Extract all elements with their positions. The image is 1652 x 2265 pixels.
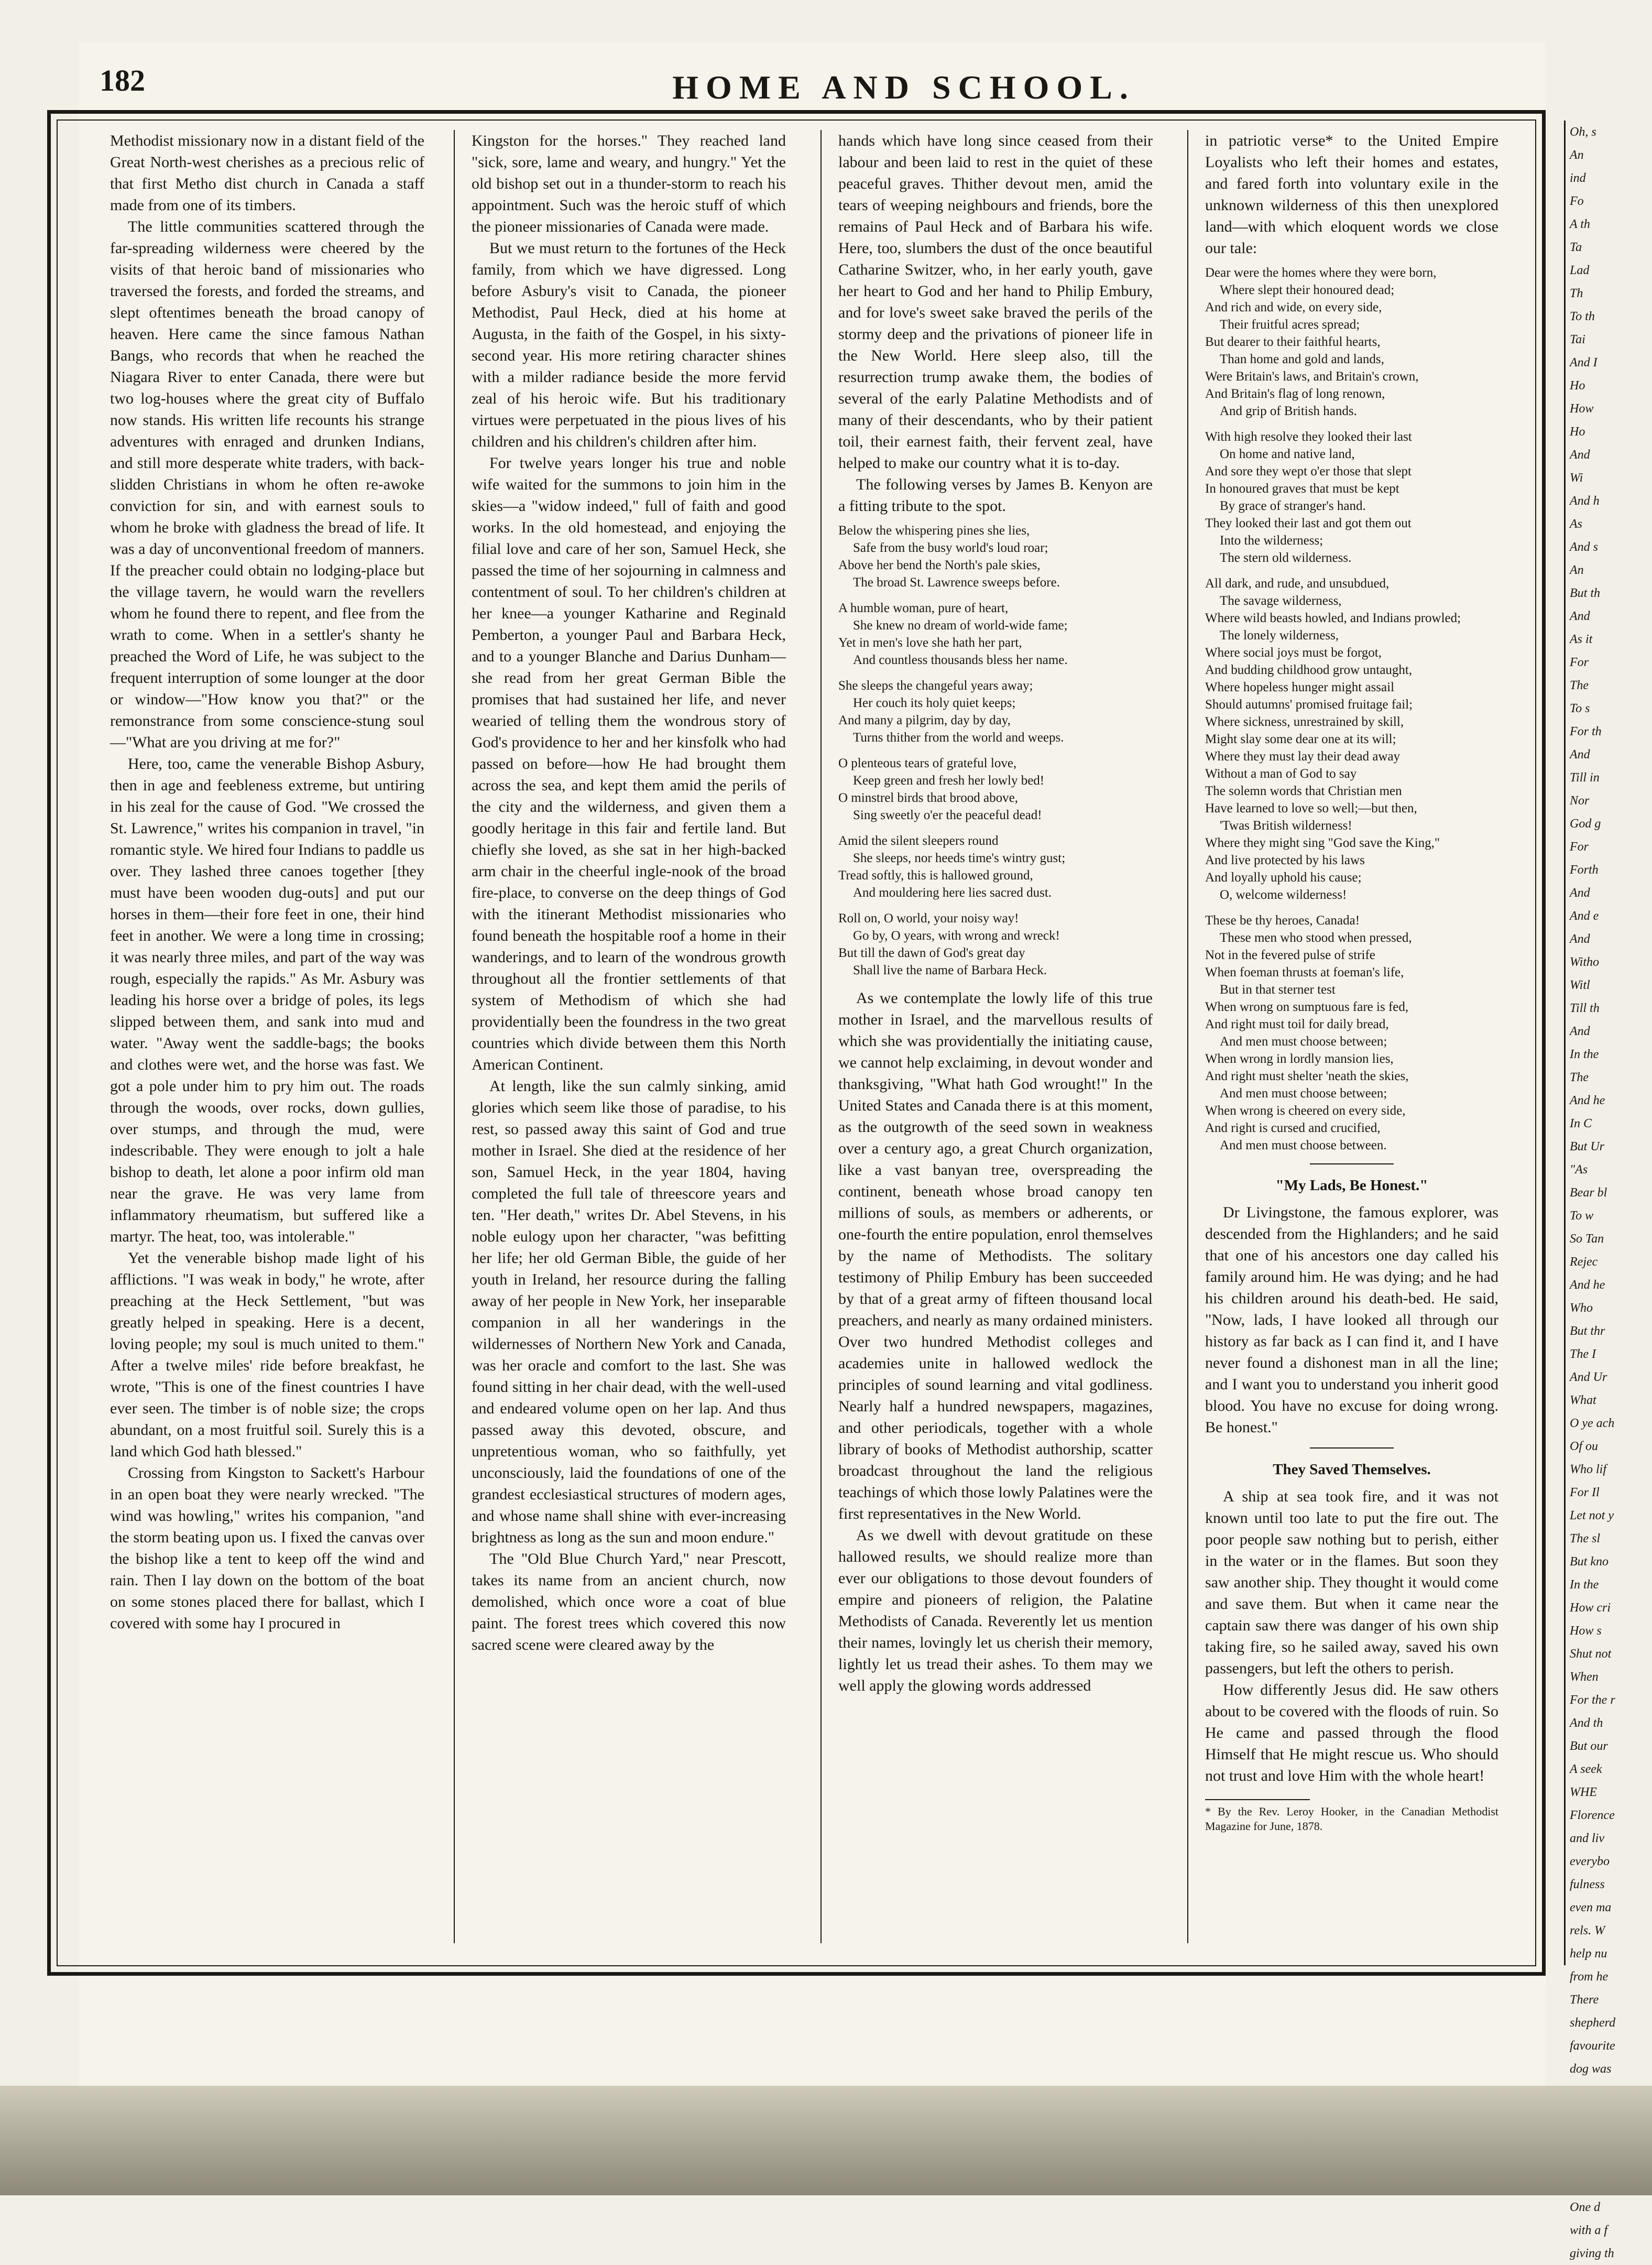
poem-stanza (838, 910, 1153, 979)
poem-line: But in that sterner test (1220, 983, 1336, 997)
poem-stanza (838, 755, 1153, 824)
poem-line: In honoured graves that must be kept (1205, 482, 1399, 496)
poem-stanza (1205, 428, 1498, 567)
edge-fragment: Tai (1570, 333, 1585, 346)
page-number: 182 (100, 63, 145, 97)
poem-line: Tread softly, this is hallowed ground, (838, 868, 1033, 883)
poem-line: Below the whispering pines she lies, (838, 524, 1030, 538)
edge-fragment: And he (1570, 1278, 1605, 1292)
edge-fragment: And (1570, 448, 1590, 462)
edge-fragment: Ho (1570, 425, 1585, 439)
page-fold-shadow (0, 2086, 1652, 2195)
poem-line: When wrong on sumptuous fare is fed, (1205, 1000, 1409, 1014)
edge-fragment: Shut not (1570, 1647, 1612, 1661)
edge-fragment: The (1570, 679, 1589, 692)
edge-fragment: God g (1570, 817, 1601, 831)
poem-line: And many a pilgrim, day by day, (838, 713, 1011, 727)
edge-fragment: To th (1570, 310, 1595, 323)
edge-fragment: When (1570, 1670, 1599, 1684)
edge-fragment: And e (1570, 909, 1599, 923)
poem-line: The stern old wilderness. (1220, 551, 1352, 565)
poem-line: And rich and wide, on every side, (1205, 300, 1382, 314)
edge-fragment: One d (1570, 2201, 1600, 2214)
poem-line: On home and native land, (1220, 447, 1355, 461)
poem-line: These men who stood when pressed, (1220, 931, 1412, 945)
poem-line: And countless thousands bless her name. (853, 653, 1068, 667)
edge-fragment: So Tan (1570, 1232, 1604, 1246)
edge-fragment: with a f (1570, 2224, 1608, 2237)
poem-line: The solemn words that Christian men (1205, 784, 1402, 798)
poem-line: Where they must lay their dead away (1205, 749, 1401, 764)
edge-fragment: O ye ach (1570, 1417, 1615, 1430)
poem-line: Her couch its holy quiet keeps; (853, 696, 1016, 710)
paragraph: At length, like the sun calmly sinking, amid glories which seem like those of paradise, to his rest, so passed away this saint of God and true mother in Israel. She died at the residence of her son, Samuel Heck, in the year 1804, having completed the full tale of threescore years and ten. "Her death," writes Dr. Abel Stevens, in his noble eulogy upon her character, "was befitting her life; her old German Bible, the guide of her youth in Ireland, her resource during the falling away of her people in New York, her inseparable companion in all her wanderings in the wildernesses of Northern New York and Canada, was her oracle and comfort to the last. She was found sitting in her chair dead, with the well-used and endeared volume open on her lap. And thus passed away this devoted, obscure, and unpretentious woman, who so faithfully, yet unconsciously, laid the foundations of one of the grandest ecclesiastical structures of modern ages, and whose name shall shine with ever-increasing brightness as long as the sun and moon endure." (472, 1077, 786, 1546)
paragraph: As we contemplate the lowly life of this true mother in Israel, and the marvellous results of which she was providentially the initiating cause, we cannot help exclaiming, in devout wonder and thanksgiving, "What hath God wrought!" In the United States and Canada there is at this moment, as the outgrowth of the seed sown in weakness over a century ago, a great Church organization, like a vast banyan tree, overspreading the continent, beneath whose broad canopy ten millions of souls, as members or adherents, or one-fourth the entire population, enrol themselves by the name of Methodists. The solitary testimony of Philip Embury has been succeeded by that of a great army of fifteen thousand local preachers, and nearly as many ordained ministers. Over two hundred Methodist colleges and academies unite in hallowed wedlock the principles of sound learning and vital godliness. Nearly half a hundred newspapers, magazines, and other periodicals, together with a whole library of books of Methodist authorship, scatter broadcast throughout the land the religious teachings of which those lowly Palatines were the first representatives in the New World. (838, 989, 1153, 1522)
edge-fragment: "As (1570, 1163, 1588, 1177)
poem-line: These be thy heroes, Canada! (1205, 913, 1360, 928)
edge-fragment: And (1570, 609, 1590, 623)
article-title-honest: "My Lads, Be Honest." (1275, 1177, 1428, 1194)
paragraph: Crossing from Kingston to Sackett's Harbour in an open boat they were nearly wrecked. "The wind was howling," writes his companion, "and the storm beating upon us. I fixed the canvas over the bishop like a tent to keep off the wind and rain. Then I lay down on the bottom of the boat on some stones placed there for ballast, which I covered with some hay I procured in (110, 1464, 424, 1632)
paragraph: hands which have long since ceased from their labour and been laid to rest in the quiet of these peaceful graves. Thither devout men, amid the tears of weeping neighbours and friends, bore the remains of Paul Heck and of Barbara his wife. Here, too, slumbers the dust of the once beautiful Catharine Switzer, who, in her early youth, gave her heart to God and her hand to Philip Embury, and for love's sweet sake braved the perils of the stormy deep and the privations of pioneer life in the New World. Here sleep also, till the resurrection trump awake them, the bodies of several of the early Palatine Methodists and of many of their descendants, who by their patient toil, their earnest faith, their fervent zeal, have helped to make our country what it is to-day. (838, 132, 1153, 472)
edge-fragment: The I (1570, 1347, 1596, 1361)
edge-fragment: And s (1570, 540, 1598, 554)
poem-stanza (838, 522, 1153, 591)
edge-fragment: To w (1570, 1209, 1594, 1223)
poem-stanza (838, 600, 1153, 669)
poem-line: Yet in men's love she hath her part, (838, 636, 1022, 650)
footnote-divider (1205, 1799, 1310, 1800)
poem-stanza (1205, 575, 1498, 903)
poem-line: The savage wilderness, (1220, 594, 1342, 608)
poem-line: And budding childhood grow untaught, (1205, 663, 1413, 677)
edge-fragment: And he (1570, 1094, 1605, 1107)
edge-fragment: Of ou (1570, 1440, 1598, 1453)
edge-fragment: And (1570, 748, 1590, 761)
edge-fragment: For (1570, 840, 1589, 854)
edge-fragment: shepherd (1570, 2016, 1616, 2030)
edge-fragment: everybo (1570, 1855, 1610, 1868)
poem-line: And men must choose between; (1220, 1035, 1387, 1049)
column-4 (1205, 130, 1498, 1954)
poem-line: O minstrel birds that brood above, (838, 791, 1018, 805)
edge-fragment: Th (1570, 287, 1583, 300)
poem-line: And right is cursed and crucified, (1205, 1121, 1381, 1135)
edge-fragment: As (1570, 517, 1582, 531)
poem-line: Have learned to love so well;—but then, (1205, 801, 1417, 815)
poem-line: Shall live the name of Barbara Heck. (853, 963, 1047, 977)
poem-line: She knew no dream of world-wide fame; (853, 618, 1068, 633)
paragraph: The "Old Blue Church Yard," near Prescott, takes its name from an ancient church, now demolished, which once wore a coat of blue paint. The forest trees which covered this now sacred scene were cleared away by the (472, 1550, 786, 1653)
poem-line: Dear were the homes where they were born, (1205, 266, 1437, 280)
edge-fragment: For the r (1570, 1693, 1615, 1707)
paragraph: For twelve years longer his true and noble wife waited for the summons to join him in the skies—a "widow indeed," full of faith and good works. In the old homestead, and enjoying the filial love and care of her son, Samuel Heck, she passed the time of her sojourning in calmness and contentment of soul. To her children's children at her knee—a younger Katharine and Reginald Pemberton, a younger Paul and Barbara Heck, and to a younger Blanche and Darius Dunham—she read from her great German Bible the promises that had sustained her life, and never wearied of telling them the wondrous story of God's providence to her and her kinsfolk who had passed on before—how He had brought them across the sea, and kept them amid the perils of the city and the wilderness, and given them a goodly heritage in this fair and fertile land. But chiefly she loved, as she sat in her high-backed arm chair in the cheerful ingle-nook of the broad fire-place, to converse on the deep things of God with the itinerant Methodist missionaries who found beneath the hospitable roof a home in their wanderings, and to learn of the wondrous growth throughout all the frontier settlements of that system of Methodism of which she had providentially been the foundress in the two great countries which divide between them this North American Continent. (472, 454, 786, 1073)
edge-fragment: Wi (1570, 471, 1583, 485)
edge-fragment: But thr (1570, 1324, 1605, 1338)
poem-line: A humble woman, pure of heart, (838, 601, 1009, 615)
poem-line: By grace of stranger's hand. (1220, 499, 1366, 513)
edge-fragment: Florence (1570, 1809, 1615, 1822)
paragraph: The little communities scattered through the far-spreading wilderness were cheered by the visits of that heroic band of missionaries who traversed the forests, and forded the streams, and slept oftentimes beneath the broad canopy of heaven. Here came the since famous Nathan Bangs, who records that when he reached the Niagara River to enter Canada, there were but two log-houses where the great city of Buffalo now stands. His written life recounts his strange adventures with enraged and drunken Indians, and still more desperate white traders, with back-slidden Christians in whom he often re-awoke conviction for sin, and with earnest souls to whom he broke with gladness the bread of life. It was a day of unconventional freedom of manners. If the preacher could obtain no lodging-place but the village tavern, he would warn the revellers whom he found there to repent, and flee from the wrath to come. When in a settler's shanty he preached the Word of Life, he was subject to the frequent interruption of some lounger at the door or window—"How know you that?" or the remonstrance from some conscience-stung soul—"What are you driving at me for?" (110, 218, 424, 751)
footnote: * By the Rev. Leroy Hooker, in the Canadian Methodist Magazine for June, 1878. (1205, 1805, 1498, 1833)
edge-fragment: In C (1570, 1117, 1592, 1130)
poem-line: With high resolve they looked their last (1205, 430, 1412, 444)
poem-line: And mouldering here lies sacred dust. (853, 886, 1052, 900)
poem-line: She sleeps, nor heeds time's wintry gust; (853, 851, 1066, 865)
poem-line: And sore they wept o'er those that slept (1205, 464, 1412, 478)
edge-fragment: help nu (1570, 1947, 1607, 1961)
edge-fragment: But Ur (1570, 1140, 1604, 1153)
poem-line: And grip of British hands. (1220, 404, 1357, 418)
poem-line: Keep green and fresh her lowly bed! (853, 774, 1045, 788)
poem-line: Without a man of God to say (1205, 767, 1357, 781)
poem-line: Where they might sing "God save the King," (1205, 836, 1440, 850)
poem-line: The broad St. Lawrence sweeps before. (853, 575, 1060, 590)
poem-line: They looked their last and got them out (1205, 516, 1412, 530)
poem-line: 'Twas British wilderness! (1220, 819, 1352, 833)
edge-fragment: dog was (1570, 2062, 1612, 2076)
poem-stanza (1205, 264, 1498, 420)
kenyon-poem (838, 522, 1153, 979)
poem-line: Where slept their honoured dead; (1220, 283, 1395, 297)
column-rule (1187, 130, 1188, 1943)
poem-line: Amid the silent sleepers round (838, 834, 999, 848)
paragraph: The following verses by James B. Kenyon are a fitting tribute to the spot. (838, 476, 1153, 515)
poem-line: Turns thither from the world and weeps. (853, 731, 1064, 745)
paragraph: Kingston for the horses." They reached land "sick, sore, lame and weary, and hungry." Yet the old bishop set out in a thunder-storm to reach his appointment. Such was the heroic stuff of which the pioneer missionaries of Canada were made. (472, 132, 786, 235)
poem-line: And live protected by his laws (1205, 853, 1365, 867)
poem-line: She sleeps the changeful years away; (838, 679, 1033, 693)
poem-line: O, welcome wilderness! (1220, 888, 1347, 902)
edge-fragment: An (1570, 563, 1584, 577)
section-divider (1310, 1447, 1394, 1449)
poem-line: Should autumns' promised fruitage fail; (1205, 698, 1413, 712)
edge-fragment: Witl (1570, 978, 1590, 992)
loyalists-poem (1205, 264, 1498, 1154)
edge-fragment: Let not y (1570, 1509, 1614, 1522)
edge-fragment: What (1570, 1393, 1596, 1407)
edge-fragment: But our (1570, 1739, 1608, 1753)
poem-stanza (1205, 912, 1498, 1154)
edge-fragment: And th (1570, 1716, 1603, 1730)
edge-fragment: Who lif (1570, 1463, 1606, 1476)
paragraph: Methodist missionary now in a distant field of the Great North-west cherishes as a precious relic of that first Metho dist church in Canada a staff made from one of its timbers. (110, 132, 424, 214)
poem-line: The lonely wilderness, (1220, 628, 1339, 643)
edge-fragment: giving th (1570, 2247, 1614, 2260)
edge-fragment: Ho (1570, 379, 1585, 393)
edge-fragment: But th (1570, 586, 1600, 600)
poem-line: Than home and gold and lands, (1220, 352, 1384, 366)
poem-stanza (838, 677, 1153, 746)
edge-fragment: For th (1570, 725, 1602, 738)
poem-line: Go by, O years, with wrong and wreck! (853, 929, 1060, 943)
poem-line: Safe from the busy world's loud roar; (853, 541, 1048, 555)
edge-fragment: Nor (1570, 794, 1590, 808)
paragraph: Here, too, came the venerable Bishop Asbury, then in age and feebleness extreme, but untiring in his zeal for the cause of God. "We crossed the St. Lawrence," writes his companion in travel, "in romantic style. We hired four Indians to paddle us over. They lashed three canoes together [they must have been wooden dug-outs] and put our horses in them—their fore feet in one, their hind feet in another. We were a long time in crossing; it was nearly three miles, and part of the way was rough, especially the rapids." As Mr. Asbury was leading his horse over a bridge of poles, its legs slipped between them, and sank into mud and water. "Away went the saddle-bags; the books and clothes were wet, and the horse was fast. We got a pole under him to pry him out. The roads through the woods, over rocks, down gullies, over stumps, and through the mud, were indescribable. They were enough to jolt a hale bishop to death, let alone a poor infirm old man near the grave. He was very lame from inflammatory rheumatism, but suffered like a martyr. The heat, too, was intolerable." (110, 755, 424, 1245)
poem-line: And loyally uphold his cause; (1205, 870, 1362, 885)
poem-line: Where social joys must be forgot, (1205, 646, 1382, 660)
column-3 (838, 130, 1153, 1954)
edge-fragment: The sl (1570, 1532, 1601, 1545)
poem-line: Might slay some dear one at its will; (1205, 732, 1396, 746)
edge-fragment: Bear bl (1570, 1186, 1607, 1200)
edge-fragment: For (1570, 656, 1589, 669)
edge-fragment: And Ur (1570, 1370, 1607, 1384)
edge-fragment: WHE (1570, 1785, 1597, 1799)
edge-fragment: But kno (1570, 1555, 1609, 1569)
poem-line: Above her bend the North's pale skies, (838, 558, 1041, 572)
edge-fragment: Forth (1570, 863, 1599, 877)
edge-fragment: rels. W (1570, 1924, 1605, 1937)
edge-fragment: fulness (1570, 1878, 1605, 1891)
poem-line: Their fruitful acres spread; (1220, 318, 1360, 332)
edge-fragment: The (1570, 1071, 1589, 1084)
edge-fragment: Witho (1570, 955, 1600, 969)
edge-fragment: And h (1570, 494, 1600, 508)
poem-line: And right must shelter 'neath the skies, (1205, 1069, 1409, 1083)
poem-line: And right must toil for daily bread, (1205, 1017, 1389, 1031)
edge-fragment: How (1570, 402, 1594, 416)
paragraph: But we must return to the fortunes of the Heck family, from which we have digressed. Long before Asbury's visit to Canada, the pioneer Methodist, Paul Heck, died at his home at Augusta, in the faith of the Gospel, in his sixty-second year. His more retiring character shines with a milder radiance beside the more fervid zeal of his heroic wife. But his traditionary virtues were perpetuated in the pious lives of his children and his children's children after him. (472, 239, 786, 450)
poem-line: All dark, and rude, and unsubdued, (1205, 576, 1390, 591)
poem-line: And men must choose between. (1220, 1138, 1387, 1152)
edge-fragment: How s (1570, 1624, 1602, 1638)
poem-line: Not in the fevered pulse of strife (1205, 948, 1375, 962)
edge-fragment: Who (1570, 1301, 1593, 1315)
poem-line: Roll on, O world, your noisy way! (838, 911, 1019, 925)
poem-line: When foeman thrusts at foeman's life, (1205, 965, 1404, 979)
paragraph: in patriotic verse* to the United Empire Loyalists who left their homes and estates, and fared forth into voluntary exile in the unknown wilderness of this then unexplored land—with which eloquent words we close our tale: (1205, 132, 1498, 257)
edge-fragment: A seek (1570, 1762, 1602, 1776)
poem-line: And Britain's flag of long renown, (1205, 387, 1385, 401)
edge-fragment: To s (1570, 702, 1590, 715)
column-rule (454, 130, 455, 1943)
paragraph: How differently Jesus did. He saw others about to be covered with the floods of ruin. So He came and passed through the flood Himself that He might rescue us. Who should not trust and love Him with the whole heart! (1205, 1681, 1498, 1784)
edge-fragment: A th (1570, 217, 1590, 231)
poem-line: And men must choose between; (1220, 1086, 1387, 1101)
edge-fragment: How cri (1570, 1601, 1611, 1615)
edge-fragment: Fo (1570, 194, 1584, 208)
poem-line: O plenteous tears of grateful love, (838, 756, 1017, 770)
column-2 (472, 130, 786, 1954)
poem-line: When wrong in lordly mansion lies, (1205, 1052, 1394, 1066)
edge-fragment: For Il (1570, 1486, 1600, 1499)
poem-line: Where hopeless hunger might assail (1205, 680, 1395, 694)
edge-fragment: even ma (1570, 1901, 1612, 1914)
poem-line: Sing sweetly o'er the peaceful dead! (853, 808, 1042, 822)
edge-fragment: And (1570, 1025, 1590, 1038)
article-title-saved: They Saved Themselves. (1273, 1461, 1431, 1478)
edge-fragment: And (1570, 932, 1590, 946)
edge-fragment: Till in (1570, 771, 1600, 785)
edge-fragment: In the (1570, 1048, 1599, 1061)
page-title: HOME AND SCHOOL. (672, 69, 1135, 106)
section-divider (1310, 1163, 1394, 1164)
edge-fragment: And I (1570, 356, 1598, 369)
poem-line: When wrong is cheered on every side, (1205, 1104, 1406, 1118)
edge-fragment: from he (1570, 1970, 1609, 1984)
poem-line: But dearer to their faithful hearts, (1205, 335, 1381, 349)
column-1 (110, 130, 424, 1954)
poem-line: Into the wilderness; (1220, 533, 1323, 548)
edge-fragment: There (1570, 1993, 1599, 2007)
edge-fragment: As it (1570, 633, 1593, 646)
edge-fragment: Till th (1570, 1001, 1600, 1015)
edge-fragment: favourite (1570, 2039, 1615, 2053)
poem-line: Where sickness, unrestrained by skill, (1205, 715, 1404, 729)
paragraph: A ship at sea took fire, and it was not known until too late to put the fire out. The poor people saw nothing but to perish, either in the water or in the flames. But soon they saw another ship. They thought it would come and save them. But when it came near the captain saw there was danger of his own ship taking fire, so he sailed away, saved his own passengers, but left the others to perish. (1205, 1488, 1498, 1677)
edge-fragment: Rejec (1570, 1255, 1598, 1269)
edge-fragment: An (1570, 148, 1584, 162)
poem-line: Where wild beasts howled, and Indians prowled; (1205, 611, 1461, 625)
column-rule (820, 130, 822, 1943)
edge-fragment: and liv (1570, 1832, 1604, 1845)
edge-fragment: And (1570, 886, 1590, 900)
edge-fragment: In the (1570, 1578, 1599, 1592)
edge-fragment: Oh, s (1570, 125, 1596, 139)
paragraph: Yet the venerable bishop made light of his afflictions. "I was weak in body," he wrote, after preaching at the Heck Settlement, "but was greatly helped in speaking. Here is a decent, loving people; my soul is much united to them." After a twelve miles' ride before breakfast, he wrote, "This is one of the finest countries I have ever seen. The timber is of noble size; the crops abundant, on a most fruitful soil. Surely this is a land which God hath blessed." (110, 1249, 424, 1460)
poem-line: Were Britain's laws, and Britain's crown, (1205, 369, 1419, 384)
poem-line: But till the dawn of God's great day (838, 946, 1025, 960)
edge-fragment: Lad (1570, 264, 1590, 277)
paragraph: As we dwell with devout gratitude on these hallowed results, we should realize more than ever our obligations to those devout founders of empire and pioneers of religion, the Palatine Methodists of Canada. Reverently let us mention their names, lovingly let us cherish their memory, lightly let us tread their ashes. To them may we well apply the glowing words addressed (838, 1527, 1153, 1694)
poem-stanza (838, 832, 1153, 901)
edge-fragment: Ta (1570, 241, 1582, 254)
paragraph: Dr Livingstone, the famous explorer, was descended from the Highlanders; and he said that one of his ancestors one day called his family around him. He was dying; and he had his children around his death-bed. He said, "Now, lads, I have looked all through our history as far back as I can find it, and I have never found a dishonest man in all the line; and I want you to understand you inherit good blood. You have no excuse for doing wrong. Be honest." (1205, 1204, 1498, 1436)
adjacent-page-fragment (1564, 121, 1643, 2260)
edge-fragment: ind (1570, 171, 1586, 185)
